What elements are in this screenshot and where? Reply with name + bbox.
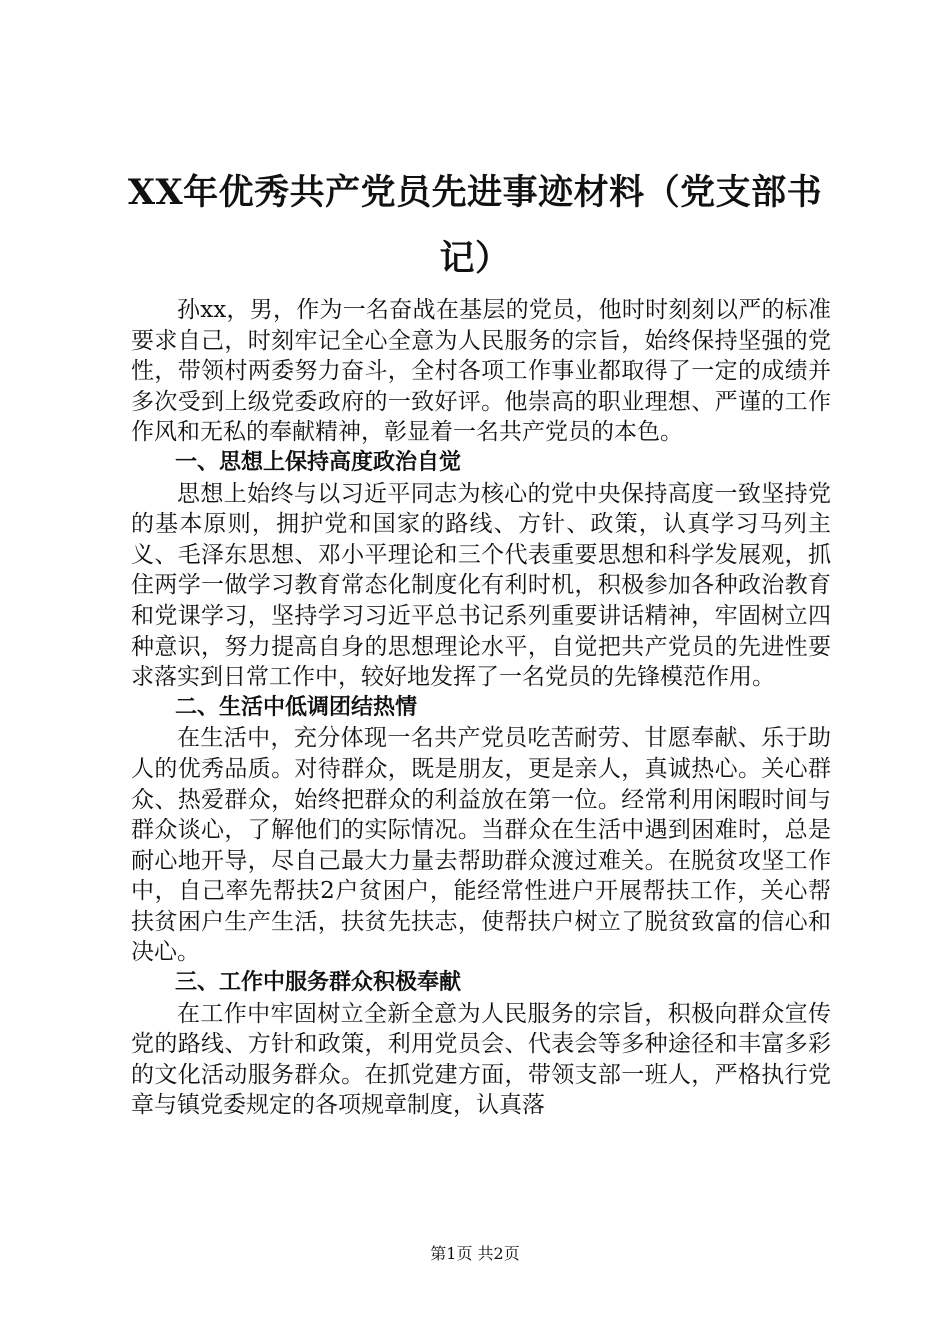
- section-paragraph-2: 在生活中，充分体现一名共产党员吃苦耐劳、甘愿奉献、乐于助人的优秀品质。对待群众，既是朋友，更是亲人，真诚热心。关心群众、热爱群众，始终把群众的利益放在第一位。经常利用闲暇时间与群众谈心，了解他们的实际情况。当群众在生活中遇到困难时，总是耐心地开导，尽自己最大力量去帮助群众渡过难关。在脱贫攻坚工作中，自己率先帮扶2户贫困户，能经常性进户开展帮扶工作，关心帮扶贫困户生产生活，扶贫先扶志，使帮扶户树立了脱贫致富的信心和决心。: [131, 725, 831, 966]
- page-number-footer: 第1页 共2页: [430, 1244, 520, 1263]
- section-heading-2: 二、生活中低调团结热情: [175, 694, 418, 720]
- document-title: XX年优秀共产党员先进事迹材料（党支部书记）: [127, 172, 823, 279]
- section-paragraph-3: 在工作中牢固树立全新全意为人民服务的宗旨，积极向群众宣传党的路线、方针和政策，利用党员会、代表会等多种途径和丰富多彩的文化活动服务群众。在抓党建方面，带领支部一班人，严格执行党章与镇党委规定的各项规章制度，认真落: [131, 1000, 831, 1119]
- intro-paragraph: 孙xx，男，作为一名奋战在基层的党员，他时时刻刻以严的标准要求自己，时刻牢记全心全意为人民服务的宗旨，始终保持坚强的党性，带领村两委努力奋斗，全村各项工作事业都取得了一定的成绩并多次受到上级党委政府的一致好评。他崇高的职业理想、严谨的工作作风和无私的奉献精神，彰显着一名共产党员的本色。: [131, 297, 831, 446]
- section-heading-1: 一、思想上保持高度政治自觉: [175, 449, 462, 475]
- section-paragraph-1: 思想上始终与以习近平同志为核心的党中央保持高度一致坚持党的基本原则，拥护党和国家的路线、方针、政策，认真学习马列主义、毛泽东思想、邓小平理论和三个代表重要思想和科学发展观，抓住两学一做学习教育常态化制度化有利时机，积极参加各种政治教育和党课学习，坚持学习习近平总书记系列重要讲话精神，牢固树立四种意识，努力提高自身的思想理论水平，自觉把共产党员的先进性要求落实到日常工作中，较好地发挥了一名党员的先锋模范作用。: [131, 480, 831, 691]
- section-heading-3: 三、工作中服务群众积极奉献: [175, 970, 462, 996]
- document-body: [131, 295, 831, 1121]
